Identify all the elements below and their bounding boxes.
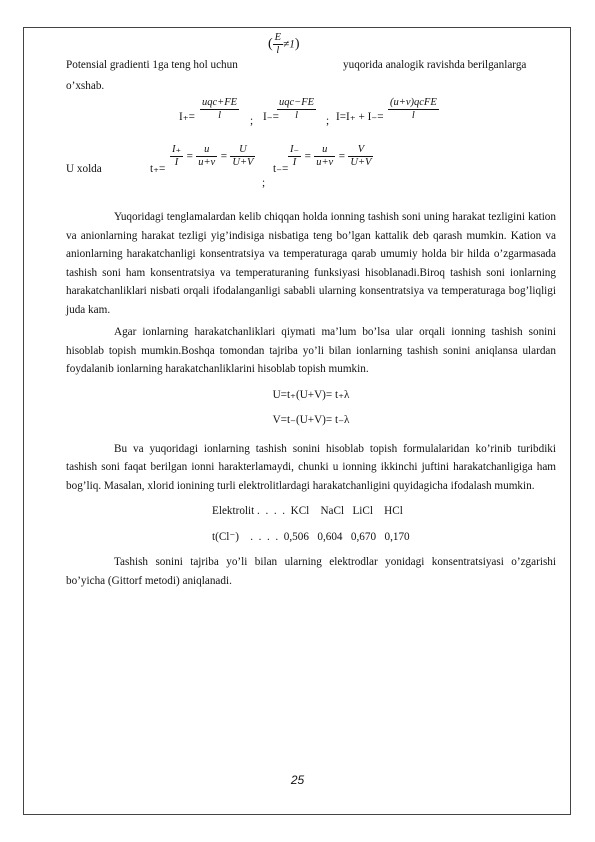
current-formulas bbox=[66, 94, 556, 140]
condition-line bbox=[66, 32, 556, 71]
line-2: o’xshab. bbox=[66, 80, 105, 92]
semi: ; bbox=[262, 177, 266, 189]
t-plus-label: t₊= bbox=[150, 163, 166, 175]
sum-label: I=I₊ + I₋= bbox=[336, 111, 384, 123]
paragraph-2: Agar ionlarning harakatchanliklari qiymati ma’lum bo’lsa ular orqali ionning tashish sonini hisoblab topish mumkin.Boshqa tomondan tajriba yo’li bilan ionlarning tashish sonini aniqlansa ulardan foydalanib ionlarning harakatchanliklarini hisoblab topish mumkin. bbox=[66, 326, 556, 375]
t-minus-label: t₋= bbox=[273, 163, 289, 175]
condition-text: Potensial gradienti 1ga teng hol uchun bbox=[66, 59, 238, 71]
cond-rhs: ≠1 bbox=[283, 38, 295, 51]
sep-2: ; bbox=[326, 115, 330, 127]
paragraph-3: Bu va yuqoridagi ionlarning tashish sonini hisoblab topish formulalaridan ko’rinib turibdiki tashish soni faqat berilgan ionni harakterlamaydi, chunki u ionning ikkinchi juftini harakatchanligiga ham bog’liq. Masalan, xlorid ionining turli elektrolitlardagi harakatchanligini quyidagicha ifodalash mumkin. bbox=[66, 442, 556, 492]
table-row: t(Cl⁻) . . . . 0,506 0,604 0,670 0,170 bbox=[212, 530, 410, 543]
t-minus-fractions: $\frac{I_-}{I}$ = $\frac{u}{u+v}$ = $\frac{V}{U+V}$ bbox=[290, 144, 372, 168]
table-header: Elektrolit . . . . KCl NaCl LiCl HCl bbox=[212, 505, 403, 517]
paragraph-4: Tashish sonini tajriba yo’li bilan ularning elektrodlar yonidagi konsentratsiyasi o’zgarishi bo’yicha (Gittorf metodi) aniqlanadi. bbox=[66, 556, 556, 587]
condition-tail: yuqorida analogik ravishda berilganlarga bbox=[343, 59, 527, 71]
t-plus-fractions: $\frac{I_+}{I}$ = $\frac{u}{u+v}$ = $\frac{U}{U+V}$ bbox=[172, 144, 254, 168]
cond-num: E bbox=[274, 32, 282, 43]
i-plus-fraction: uqc+FE l bbox=[202, 97, 238, 121]
page-content bbox=[66, 32, 556, 590]
i-minus-fraction: uqc−FE l bbox=[279, 97, 315, 121]
i-minus-label: I₋= bbox=[263, 111, 279, 123]
equation-u: U=t₊(U+V)= t₊λ bbox=[272, 388, 350, 401]
i-plus-label: I₊= bbox=[179, 111, 195, 123]
sep-1: ; bbox=[250, 115, 254, 127]
equation-v: V=t₋(U+V)= t₋λ bbox=[272, 414, 350, 426]
paragraph-1: Yuqoridagi tenglamalardan kelib chiqqan holda ionning tashish soni uning harakat tezligini kation va anionlarning harakat tezligi yig’indisiga nisbatiga teng bo’lgan kattalik deb qarash mumkin. Kation va anionlarning harakatchanligi konsentratsiya va temperaturaga qarab umumiy holda bir hilda o’zgarmasada tashish soni ham konsentratsiya va temperaturaning funksiyasi hisoblanadi.Biroq tashish soni ionlarning harakatchanliklari nisbati orqali ifodalanganligi sababli ularning konsentratsiya va temperaturaga bog’liqligi juda kam. bbox=[66, 211, 556, 316]
condition-formula: ( $\frac{E}{l}$ ≠1) bbox=[268, 32, 300, 56]
page-number: 25 bbox=[290, 773, 305, 787]
sum-fraction: (u+v)qcFE l bbox=[390, 97, 437, 121]
cond-den: l bbox=[276, 45, 280, 56]
transfer-number-formulas bbox=[66, 140, 556, 198]
u-xolda-label: U xolda bbox=[66, 163, 102, 175]
